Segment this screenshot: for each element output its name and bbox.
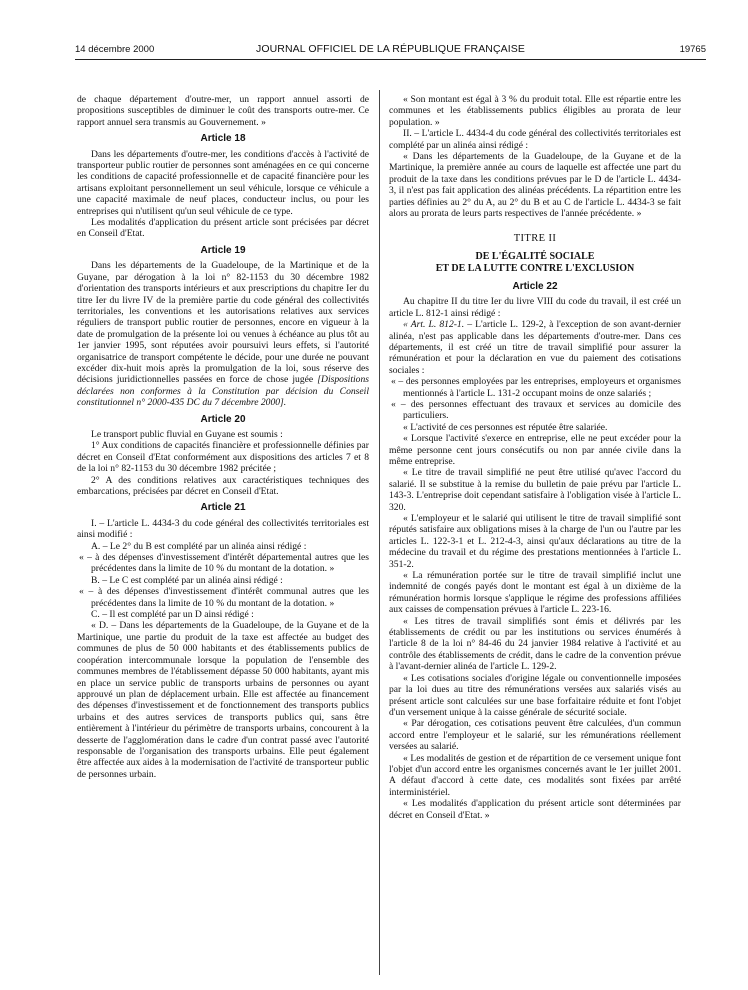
paragraph-text: – L'article L. 129-2, à l'exception de son avant-dernier alinéa, n'est pas applicable dans les départements d'outre-mer. Dans ces départements, il est créé un titre de travail simplifié pour assurer la rémunération et pour la déclaration en vue du paiement des cotisations sociales : — [389, 319, 681, 376]
paragraph: « Les modalités d'application du présent article sont déterminées par décret en Conseil d'Etat. » — [389, 798, 681, 821]
paragraph — [389, 319, 681, 376]
left-column — [77, 94, 369, 780]
title-subheading-line: DE L'ÉGALITÉ SOCIALE — [475, 250, 595, 262]
article-reference-italic: « Art. L. 812-1. — [403, 319, 465, 331]
paragraph: « Son montant est égal à 3 % du produit total. Elle est répartie entre les communes et les établissements publics éligibles au prorata de leur population. » — [389, 94, 681, 128]
paragraph: B. – Le C est complété par un alinéa ainsi rédigé : — [91, 574, 283, 586]
paragraph: A. – Le 2° du B est complété par un alinéa ainsi rédigé : — [91, 540, 307, 552]
paragraph-italic-note: [Dispositions déclarées non conformes à la Constitution par décision du Conseil constitutionnel n° 2000-435 DC du 7 décembre 2000]. — [77, 374, 369, 409]
paragraph: « L'employeur et le salarié qui utilisent le titre de travail simplifié sont réputés satisfaire aux obligations mises à la charge de l'un ou l'autre par les articles L. 122-3-1 et L. 212-4-3, ainsi qu'aux déclarations au titre de la médecine du travail et du régime des prestations mentionnées à l'article L. 351-2. — [389, 513, 681, 570]
article-heading: Article 20 — [200, 413, 246, 425]
paragraph: « D. – Dans les départements de la Guadeloupe, de la Guyane et de la Martinique, une partie du produit de la taxe est affectée au budget des communes de plus de 50 000 habitants et des établissements publics de coopération intercommunale lorsque la population de l'ensemble des communes membres de l'établissement dépasse 50 000 habitants, ayant mis en place un service public de transports urbains de personnes ou ayant approuvé un plan de déplacement urbain. Elle est affectée au financement des dépenses d'investissement et de fonctionnement des transports publics urbains et des autres services de transports publics qui, sans être entièrement à l'intérieur du périmètre de transports urbains, concourent à la desserte de l'agglomération dans le cadre d'un contrat passé avec l'autorité responsable de l'organisation des transports urbains. Elle peut également être affectée aux aides à la modernisation de l'activité de transporteur public de personnes urbain. — [77, 620, 369, 780]
title-subheading-line: ET DE LA LUTTE CONTRE L'EXCLUSION — [435, 262, 635, 274]
paragraph: Au chapitre II du titre Ier du livre VIII du code du travail, il est créé un article L. 812-1 ainsi rédigé : — [389, 296, 681, 319]
paragraph: « – à des dépenses d'investissement d'intérêt départemental autres que les précédentes dans la limite de 10 % du montant de la dotation. » — [79, 552, 369, 575]
paragraph: « – à des dépenses d'investissement d'intérêt communal autres que les précédentes dans la limite de 10 % du montant de la dotation. » — [79, 586, 369, 609]
article-heading: Article 21 — [200, 502, 246, 514]
paragraph: « L'activité de ces personnes est réputée être salariée. — [403, 421, 608, 433]
paragraph: « Les titres de travail simplifiés sont émis et délivrés par les établissements de crédit ou par les institutions ou services énumérés à l'article 8 de la loi n° 84-46 du 24 janvier 1984 relative à l'activité et au contrôle des établissements de crédit, dans le cadre de la convention prévue à l'avant-dernier alinéa de l'article L. 129-2. — [389, 615, 681, 673]
paragraph: de chaque département d'outre-mer, un rapport annuel assorti de propositions susceptibles de diminuer le coût des transports outre-mer. Ce rapport annuel sera transmis au Gouvernement. » — [77, 94, 369, 128]
paragraph: « Les cotisations sociales d'origine légale ou conventionnelle imposées par la loi dues au titre des rémunérations versées aux salariés visés au présent article sont calculées sur une base forfaitaire réduite et font l'objet d'un versement unique à la caisse générale de sécurité sociale. — [389, 672, 681, 718]
paragraph: « Dans les départements de la Guadeloupe, de la Guyane et de la Martinique, la première année au cours de laquelle est affectée une part du produit de la taxe dans les conditions prévues par le D de l'article L. 4434-3, il n'est pas fait application des alinéas précédents. La répartition entre les parties définies au 2° du A, au 2° du B et au C de l'article L. 4434-3 se fait alors au prorata de leurs parts respectives de l'année précédente. » — [389, 151, 681, 220]
paragraph: « Le titre de travail simplifié ne peut être utilisé qu'avec l'accord du salarié. Il se substitue à la remise du bulletin de paie prévu par l'article L. 143-3. L'entreprise doit cependant satisfaire à l'obligation visée à l'article L. 320. — [389, 467, 681, 513]
header-page-number: 19765 — [679, 44, 706, 55]
paragraph — [77, 260, 369, 408]
article-heading: Article 19 — [200, 244, 246, 256]
column-divider — [379, 90, 380, 975]
paragraph: « – des personnes effectuant des travaux et services au domicile des particuliers. — [391, 398, 681, 422]
paragraph: I. – L'article L. 4434-3 du code général des collectivités territoriales est ainsi modifié : — [77, 517, 369, 541]
header-rule — [75, 59, 706, 60]
page-header — [75, 42, 706, 58]
paragraph: Dans les départements d'outre-mer, les conditions d'accès à l'activité de transporteur public routier de personnes sont aménagées en ce qui concerne les conditions de capacité professionnelle et de capacité financière pour les artisans exploitant personnellement un seul véhicule, lorsque ce véhicule a une capacité maximale de neuf places, conducteur inclus, ou pour les entreprises qui n'utilisent qu'un seul véhicule de ce type. — [77, 148, 369, 217]
paragraph: « La rémunération portée sur le titre de travail simplifié inclut une indemnité de congés payés dont le montant est égal à un dixième de la rémunération hormis lorsque s'applique le régime des professions affiliées aux caisses de compensation prévues à l'article L. 223-16. — [389, 570, 681, 616]
paragraph: « – des personnes employées par les entreprises, employeurs et organismes mentionnés à l'article L. 131-2 occupant moins de onze salariés ; — [391, 376, 681, 399]
title-heading: TITRE II — [513, 233, 557, 245]
article-heading: Article 18 — [200, 133, 246, 145]
right-column — [389, 94, 681, 821]
article-heading: Article 22 — [512, 280, 558, 292]
header-date: 14 décembre 2000 — [75, 44, 155, 55]
paragraph: « Lorsque l'activité s'exerce en entreprise, elle ne peut excéder pour la même personne cent jours consécutifs ou non par année civile dans la même entreprise. — [389, 433, 681, 467]
paragraph: « Les modalités de gestion et de répartition de ce versement unique font l'objet d'un accord entre les organismes concernés avant le 1er juillet 2001. A défaut d'accord à cette date, ces modalités sont fixées par arrêté interministériel. — [389, 752, 681, 798]
title-subheading — [389, 251, 681, 275]
header-journal-title: JOURNAL OFFICIEL DE LA RÉPUBLIQUE FRANÇAISE — [256, 43, 525, 55]
paragraph: 1° Aux conditions de capacités financière et professionnelle définies par décret en Conseil d'Etat conformément aux dispositions des articles 7 et 8 de la loi n° 82-1153 du 30 décembre 1982 précitée ; — [77, 440, 369, 475]
paragraph: « Par dérogation, ces cotisations peuvent être calculées, d'un commun accord entre l'employeur et le salarié, sur les rémunérations réellement versées au salarié. — [389, 718, 681, 753]
paragraph: Les modalités d'application du présent article sont précisées par décret en Conseil d'Etat. — [77, 217, 369, 240]
paragraph: Le transport public fluvial en Guyane est soumis : — [91, 428, 283, 440]
paragraph: 2° A des conditions relatives aux caractéristiques techniques des embarcations, précisées par décret en Conseil d'Etat. — [77, 474, 369, 497]
paragraph-text: Dans les départements de la Guadeloupe, de la Martinique et de la Guyane, par dérogation à la loi n° 82-1153 du 30 décembre 1982 d'orientation des transports intérieurs et aux prescriptions du chapitre Ier du titre Ier du livre IV de la première partie du code général des collectivités territoriales, les conventions et les autorisations relatives aux services réguliers de transport public routier de personnes, encore en vigueur à la date de promulgation de la présente loi ou venues à échéance au plus tôt au 1er janvier 1995, sont réputées avoir poursuivi leurs effets, si l'autorité organisatrice de transport compétente le décide, pour une durée ne pouvant excéder dix-huit mois après la promulgation de la loi, sous réserve des décisions juridictionnelles passées en force de chose jugée — [77, 260, 369, 386]
paragraph: II. – L'article L. 4434-4 du code général des collectivités territoriales est complété par un alinéa ainsi rédigé : — [389, 128, 681, 151]
paragraph: C. – Il est complété par un D ainsi rédigé : — [91, 609, 254, 621]
